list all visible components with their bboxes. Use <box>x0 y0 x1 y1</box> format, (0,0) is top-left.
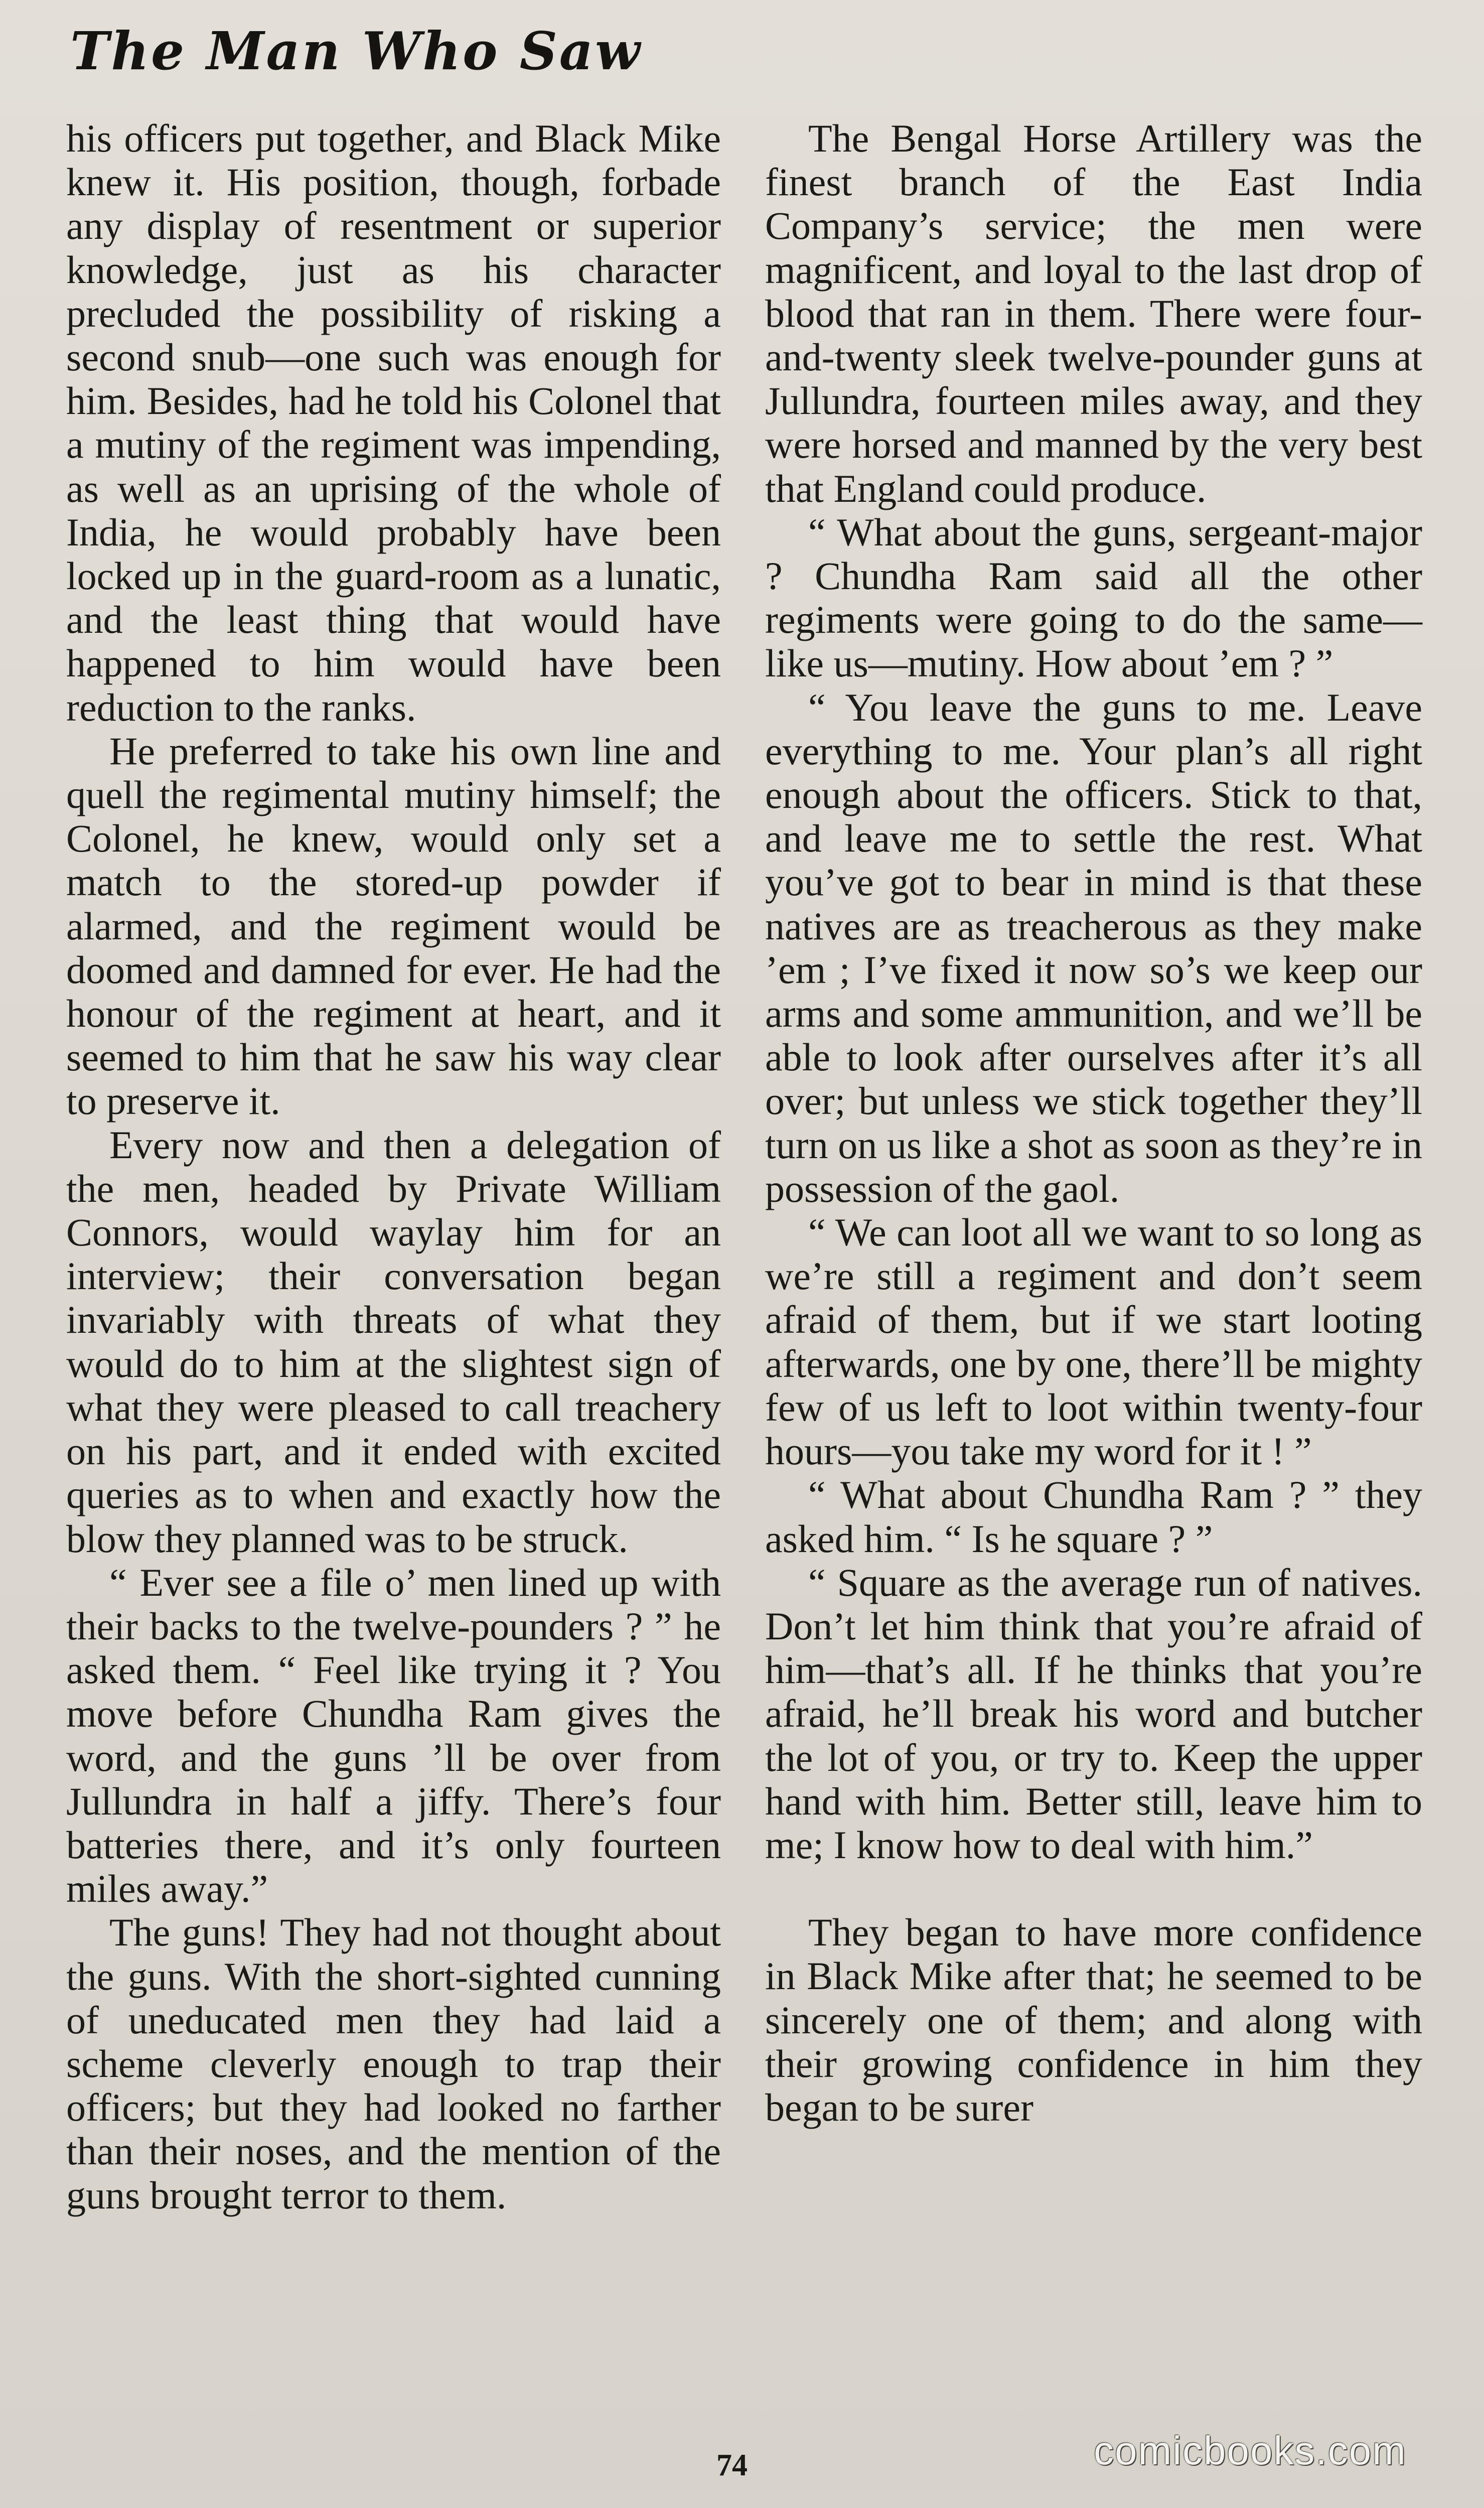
paragraph: He preferred to take his own line and quell the regimental mutiny himself; the Colonel, he knew, would only set a match to the stored-up powder if alarmed, and the regiment would be doomed and damned for ever. He had the honour of the regiment at heart, and it seemed to him that he saw his way clear to preserve it. <box>66 729 721 1123</box>
paragraph: The Bengal Horse Artillery was the finest branch of the East India Company’s service; the men were magnificent, and loyal to the last drop of blood that ran in them. There were four-and-twenty sleek twelve-pounder guns at Jullundra, fourteen miles away, and they were horsed and manned by the very best that England could produce. <box>765 116 1422 510</box>
paragraph: The guns! They had not thought about the guns. With the short-sighted cunning of uneducated men they had laid a scheme cleverly enough to trap their officers; but they had looked no farther than their noses, and the mention of the guns brought terror to them. <box>66 1910 721 2217</box>
paragraph: his officers put together, and Black Mike knew it. His position, though, forbade any display of resentment or superior knowledge, just as his character precluded the possibility of risking a second snub—one such was enough for him. Besides, had he told his Colonel that a mutiny of the regiment was impending, as well as an uprising of the whole of India, he would probably have been locked up in the guard-room as a lunatic, and the least thing that would have happened to him would have been reduction to the ranks. <box>66 116 721 729</box>
right-column <box>765 116 1422 2129</box>
paragraph: “ We can loot all we want to so long as we’re still a regiment and don’t seem afraid of them, but if we start looting afterwards, one by one, there’ll be mighty few of us left to loot within twenty-four hours—you take my word for it ! ” <box>765 1210 1422 1473</box>
page-number: 74 <box>716 2448 748 2482</box>
paragraph: “ Square as the average run of natives. Don’t let him think that you’re afraid of him—that’s all. If he thinks that you’re afraid, he’ll break his word and butcher the lot of you, or try to. Keep the upper hand with him. Better still, leave him to me; I know how to deal with him.” <box>765 1560 1422 1867</box>
running-title: The Man Who Saw <box>70 20 642 82</box>
paragraph: They began to have more confidence in Black Mike after that; he seemed to be sincerely one of them; and along with their growing confidence in him they began to be surer <box>765 1910 1422 2129</box>
paragraph: “ What about Chundha Ram ? ” they asked him. “ Is he square ? ” <box>765 1473 1422 1561</box>
paragraph: “ You leave the guns to me. Leave everything to me. Your plan’s all right enough about the officers. Stick to that, and leave me to settle the rest. What you’ve got to bear in mind is that these natives are as treacherous as they make ’em ; I’ve fixed it now so’s we keep our arms and some ammunition, and we’ll be able to look after ourselves after it’s all over; but unless we stick together they’ll turn on us like a shot as soon as they’re in possession of the gaol. <box>765 685 1422 1210</box>
paragraph: “ What about the guns, sergeant-major ? Chundha Ram said all the other regiments were going to do the same—like us—mutiny. How about ’em ? ” <box>765 510 1422 685</box>
paragraph: “ Ever see a file o’ men lined up with their backs to the twelve-pounders ? ” he asked them. “ Feel like trying it ? You move before Chundha Ram gives the word, and the guns ’ll be over from Jullundra in half a jiffy. There’s four batteries there, and it’s only fourteen miles away.” <box>66 1560 721 1911</box>
paragraph: Every now and then a delegation of the men, headed by Private William Connors, would waylay him for an interview; their conversation began invariably with threats of what they would do to him at the slightest sign of what they were pleased to call treachery on his part, and it ended with excited queries as to when and exactly how the blow they planned was to be struck. <box>66 1123 721 1561</box>
watermark: comicbooks.com <box>1094 2428 1407 2473</box>
left-column <box>66 116 721 2217</box>
